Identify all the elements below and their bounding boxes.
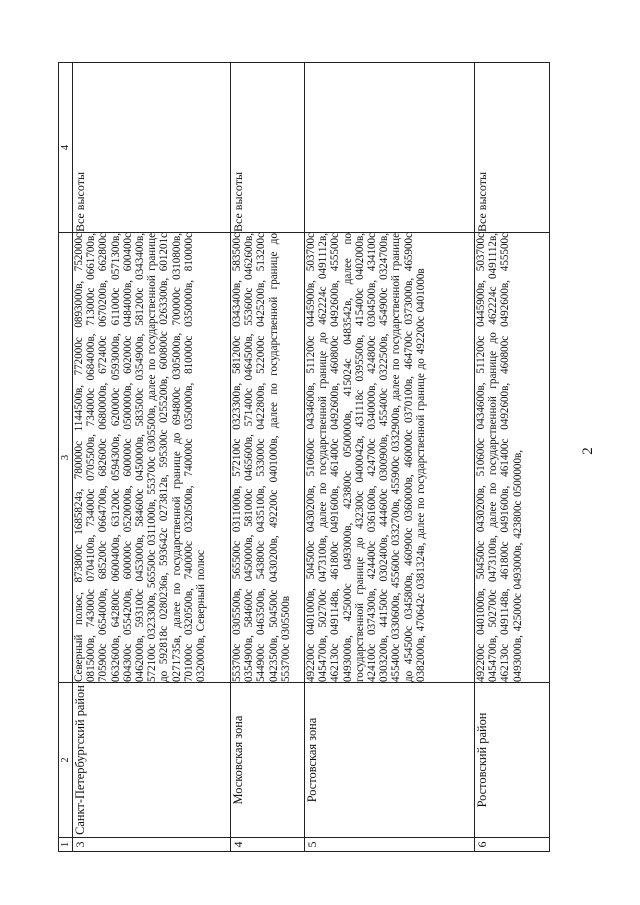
zone-altitude: Все высоты (73, 63, 231, 233)
zone-altitude (305, 63, 475, 233)
table-row (231, 63, 305, 852)
column-number: 1 (59, 838, 73, 852)
zone-name: Московская зона (231, 683, 305, 838)
column-number-row (59, 63, 73, 852)
column-number: 2 (59, 683, 73, 838)
row-number: 3 (73, 838, 231, 852)
zone-altitude: Все высоты (231, 63, 305, 233)
row-number: 4 (231, 838, 305, 852)
column-number: 4 (59, 63, 73, 233)
page-number: 2 (580, 447, 596, 455)
row-number: 6 (475, 838, 550, 852)
rotated-table-wrapper (58, 62, 550, 852)
column-number: 3 (59, 233, 73, 683)
table-row (475, 63, 550, 852)
zone-name: Ростовская зона (305, 683, 475, 838)
zone-boundary: 492200с 0401000в, 504500с 0430200в, 510600с 0434600в, 511200с 0445900в, 503700с 0454700в, 502700с 0473100в, далее по государственной границе до 462224с 0491112в, 462130с 0491148в, 461800с 0491600в, 461400с 0492600в, 460800с 0492600в, 455500с 0493000в, 425000с 0493000в, 423800с 0500000в, (475, 233, 550, 683)
zone-name: Санкт-Петербургский район (73, 683, 231, 838)
table-row (73, 63, 231, 852)
zone-boundary: Северный полюс, 873800с 1685824з, 780000с 1144500в, 772000с 0893000в, 752000с 0815000в, 743000с 0704100в, 734000с 0705500в, 734000с 0684000в, 713000с 0661700в, 705900с 0654000в, 685200с 0664700в, 682600с 0680000в, 672400с 0670200в, 662800с 0632600в, 642800с 0600400в, 631200с 0594300в, 620000с 0593000в, 611000с 0571300в, 604300с 0554200в, 600000с 0520000в, 600000с 0500000в, 602000с 0484000в, 600400с 0462000в, 593100с 0453000в, 584600с 0450000в, 583500с 0354900в, 581200с 0343400в, 572100с 0323300в, 565500с 0311000в, 553700с 0305500в, далее по государственной границе до 592818с 0280236в, 593642с 0273812в, 595300с 0255200в, 600800с 0263300в, 601201с 0271735в, далее по государственной границе до 694800с 0305000в, 700000с 0310800в, 701000с 0320500в, 740000с 0320500в, 740000с 0350000в, 810000с 0350000в, 810000с 0320000в, Северный полюс (73, 233, 231, 683)
table-row (305, 63, 475, 852)
zone-name: Ростовский район (475, 683, 550, 838)
zone-boundary: 492200с 0401000в, 504500с 0430200в, 510600с 0434600в, 511200с 0445900в, 503700с 0454700в, 502700с 0473100в, далее по государственной границе до 462224с 0491112в, 462130с 0491148в, 461800с 0491600в, 461400с 0492600в, 460800с 0492600в, 455500с 0493000в, 425000с 0493000в, 423800с 0500000в, 415024с 0483542в, далее по государственной границе до 432300с 0400042в, 431118с 0395500в, 415400с 0402000в, 424100с 0374300в, 424400с 0361600в, 424700с 0340000в, 424800с 0304500в, 434100с 0303200в, 441500с 0302400в, 444600с 0300900в, 455400с 0322500в, 454900с 0324700в, 455400с 0330600в, 455600с 0332700в, 455900с 0332900в, далее по государственной границе до 454500с 0345800в, 460900с 0360000в, 460000с 0370100в, 464700с 0373000в, 465900с 0382000в, 470642с 0381324в, далее по государственной границе до 492200с 0401000в (305, 233, 475, 683)
zone-altitude: Все высоты (475, 63, 550, 233)
zone-boundary: 553700с 0305500в, 565500с 0311000в, 572100с 0323300в, 581200с 0343400в, 583500с 0354900в, 584600с 0450000в, 581000с 0465600в, 571400с 0464500в, 553600с 0462600в, 544900с 0463500в, 543800с 0435100в, 533000с 0422800в, 522000с 0425200в, 513200с 0423500в, 504500с 0430200в, 492200с 0401000в, далее по государственной границе до 553700с 0305500в (231, 233, 305, 683)
row-number: 5 (305, 838, 475, 852)
zones-table (58, 62, 550, 852)
